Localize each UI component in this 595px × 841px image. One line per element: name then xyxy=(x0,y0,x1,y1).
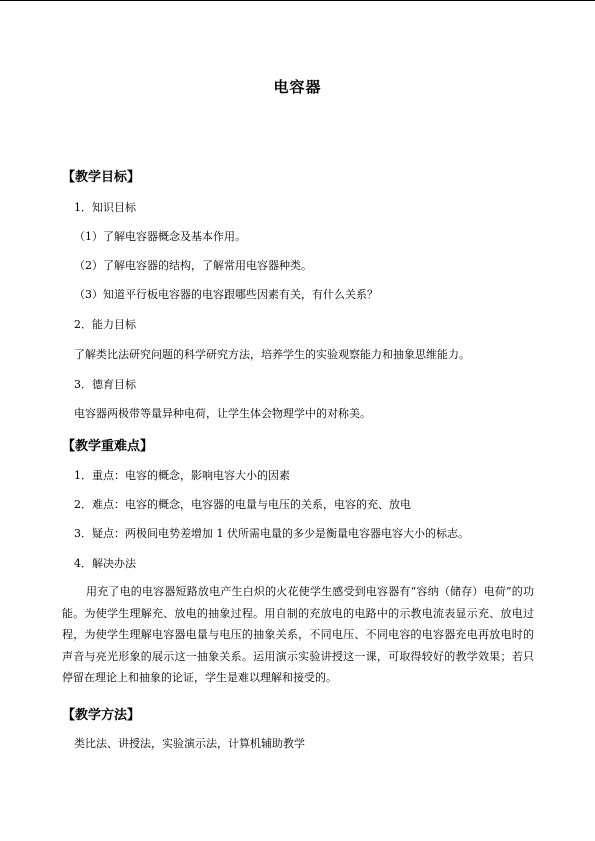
key-point-item: 4．解决办法 xyxy=(74,557,136,570)
section-heading-methods: 【教学方法】 xyxy=(62,708,141,723)
knowledge-item: （1）了解电容器概念及基本作用。 xyxy=(74,230,246,243)
knowledge-goal-heading: 1．知识目标 xyxy=(74,201,136,214)
key-point-item: 2．难点：电容的概念，电容器的电量与电压的关系，电容的充、放电 xyxy=(74,498,411,511)
methods-text: 类比法、讲授法，实验演示法，计算机辅助教学 xyxy=(74,737,305,750)
moral-goal-heading: 3．德育目标 xyxy=(74,378,136,391)
ability-goal-heading: 2．能力目标 xyxy=(74,318,136,331)
knowledge-item: （3）知道平行板电容器的电容跟哪些因素有关，有什么关系？ xyxy=(74,288,378,301)
solution-paragraph: 用充了电的电容器短路放电产生白炽的火花使学生感受到电容器有“容纳（储存）电荷”的功能。为使学生理解充、放电的抽象过程。用自制的充放电的电路中的示教电流表显示充、放电过程，为使学生理解电容器电量与电压的抽象关系，不同电压、不同电容的电容器充电再放电时的声音与亮光形象的展示这一抽象关系。运用演示实验讲授这一课，可取得较好的教学效果；若只停留在理论上和抽象的论证，学生是难以理解和接受的。 xyxy=(62,585,534,684)
key-point-item: 1．重点：电容的概念，影响电容大小的因素 xyxy=(74,469,290,482)
document-title: 电容器 xyxy=(273,78,322,96)
section-heading-key-points: 【教学重难点】 xyxy=(62,439,154,454)
page-top-rule xyxy=(0,0,595,1)
ability-goal-text: 了解类比法研究问题的科学研究方法，培养学生的实验观察能力和抽象思维能力。 xyxy=(74,348,470,361)
section-heading-objectives: 【教学目标】 xyxy=(62,170,141,185)
key-point-item: 3．疑点：两极间电势差增加 1 伏所需电量的多少是衡量电容器电容大小的标志。 xyxy=(74,527,469,540)
knowledge-item: （2）了解电容器的结构，了解常用电容器种类。 xyxy=(74,259,312,272)
moral-goal-text: 电容器两极带等量异种电荷，让学生体会物理学中的对称美。 xyxy=(74,407,371,420)
